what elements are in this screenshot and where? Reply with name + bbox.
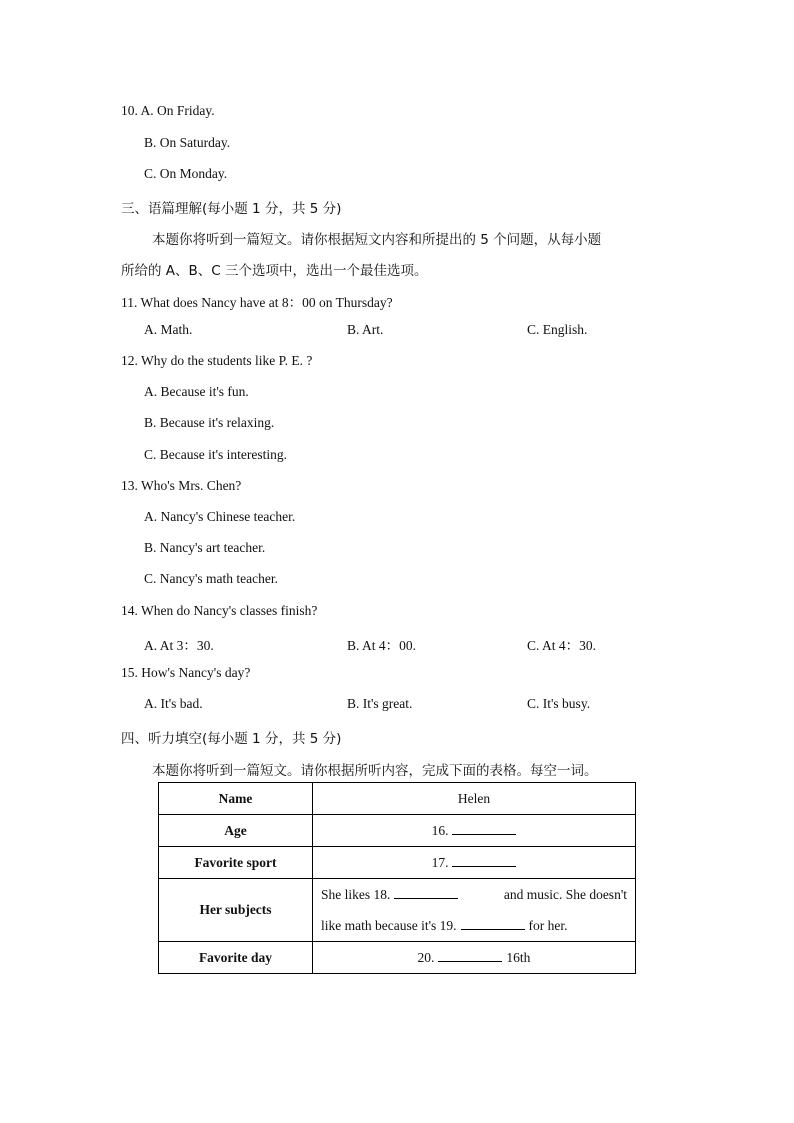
table-row [159,783,636,815]
sport-label: Favorite sport [159,847,313,879]
section3-title: 三、语篇理解(每小题 1 分，共 5 分) [121,201,342,217]
table-row [159,879,636,942]
blank-17[interactable] [452,854,516,867]
q15-option-b: B. It's great. [347,696,413,711]
q15-option-a: A. It's bad. [144,696,203,711]
q12-stem: 12. Why do the students like P. E. ? [121,353,313,368]
age-cell [313,815,636,847]
sport-cell [313,847,636,879]
day-suffix: 16th [506,950,531,965]
day-label: Favorite day [159,942,313,974]
fill-in-table [158,782,636,974]
name-label: Name [159,783,313,815]
blank-19[interactable] [461,917,525,930]
subjects-text-1: She likes 18. [321,887,391,902]
subjects-text-2: and music. She doesn't [503,887,627,902]
q11-option-b: B. Art. [347,322,384,337]
q11-stem: 11. What does Nancy have at 8：00 on Thursday? [121,295,393,310]
age-label: Age [159,815,313,847]
q10-option-a: 10. A. On Friday. [121,103,215,118]
q12-option-c: C. Because it's interesting. [144,447,288,462]
section3-instruction-line1: 本题你将听到一篇短文。请你根据短文内容和所提出的 5 个问题，从每小题 [152,232,602,248]
q14-option-a: A. At 3：30. [144,638,214,653]
q14-stem: 14. When do Nancy's classes finish? [121,603,318,618]
subjects-label: Her subjects [159,879,313,942]
table-row [159,847,636,879]
q14-option-c: C. At 4：30. [527,638,597,653]
q15-stem: 15. How's Nancy's day? [121,665,251,680]
blank-20[interactable] [438,949,502,962]
q12-option-b: B. Because it's relaxing. [144,415,275,430]
day-cell [313,942,636,974]
blank-20-number: 20. [417,950,435,965]
table-row [159,942,636,974]
table-row [159,815,636,847]
section3-instruction-line2: 所给的 A、B、C 三个选项中，选出一个最佳选项。 [121,263,428,279]
q10-option-b: B. On Saturday. [144,135,231,150]
q13-option-b: B. Nancy's art teacher. [144,540,266,555]
q15-option-c: C. It's busy. [527,696,591,711]
q14-option-b: B. At 4：00. [347,638,417,653]
section4-title: 四、听力填空(每小题 1 分，共 5 分) [121,731,342,747]
subjects-text-3: like math because it's 19. [321,918,457,933]
q13-option-c: C. Nancy's math teacher. [144,571,279,586]
subjects-text-4: for her. [528,918,568,933]
blank-17-number: 17. [431,855,449,870]
blank-18[interactable] [394,886,458,899]
q10-option-c: C. On Monday. [144,166,228,181]
q11-option-c: C. English. [527,322,588,337]
q12-option-a: A. Because it's fun. [144,384,249,399]
blank-16-number: 16. [431,823,449,838]
blank-16[interactable] [452,822,516,835]
q11-option-a: A. Math. [144,322,193,337]
q13-stem: 13. Who's Mrs. Chen? [121,478,242,493]
subjects-cell [313,879,636,942]
section4-instruction: 本题你将听到一篇短文。请你根据所听内容，完成下面的表格。每空一词。 [152,763,598,779]
q13-option-a: A. Nancy's Chinese teacher. [144,509,296,524]
name-value: Helen [313,783,636,815]
